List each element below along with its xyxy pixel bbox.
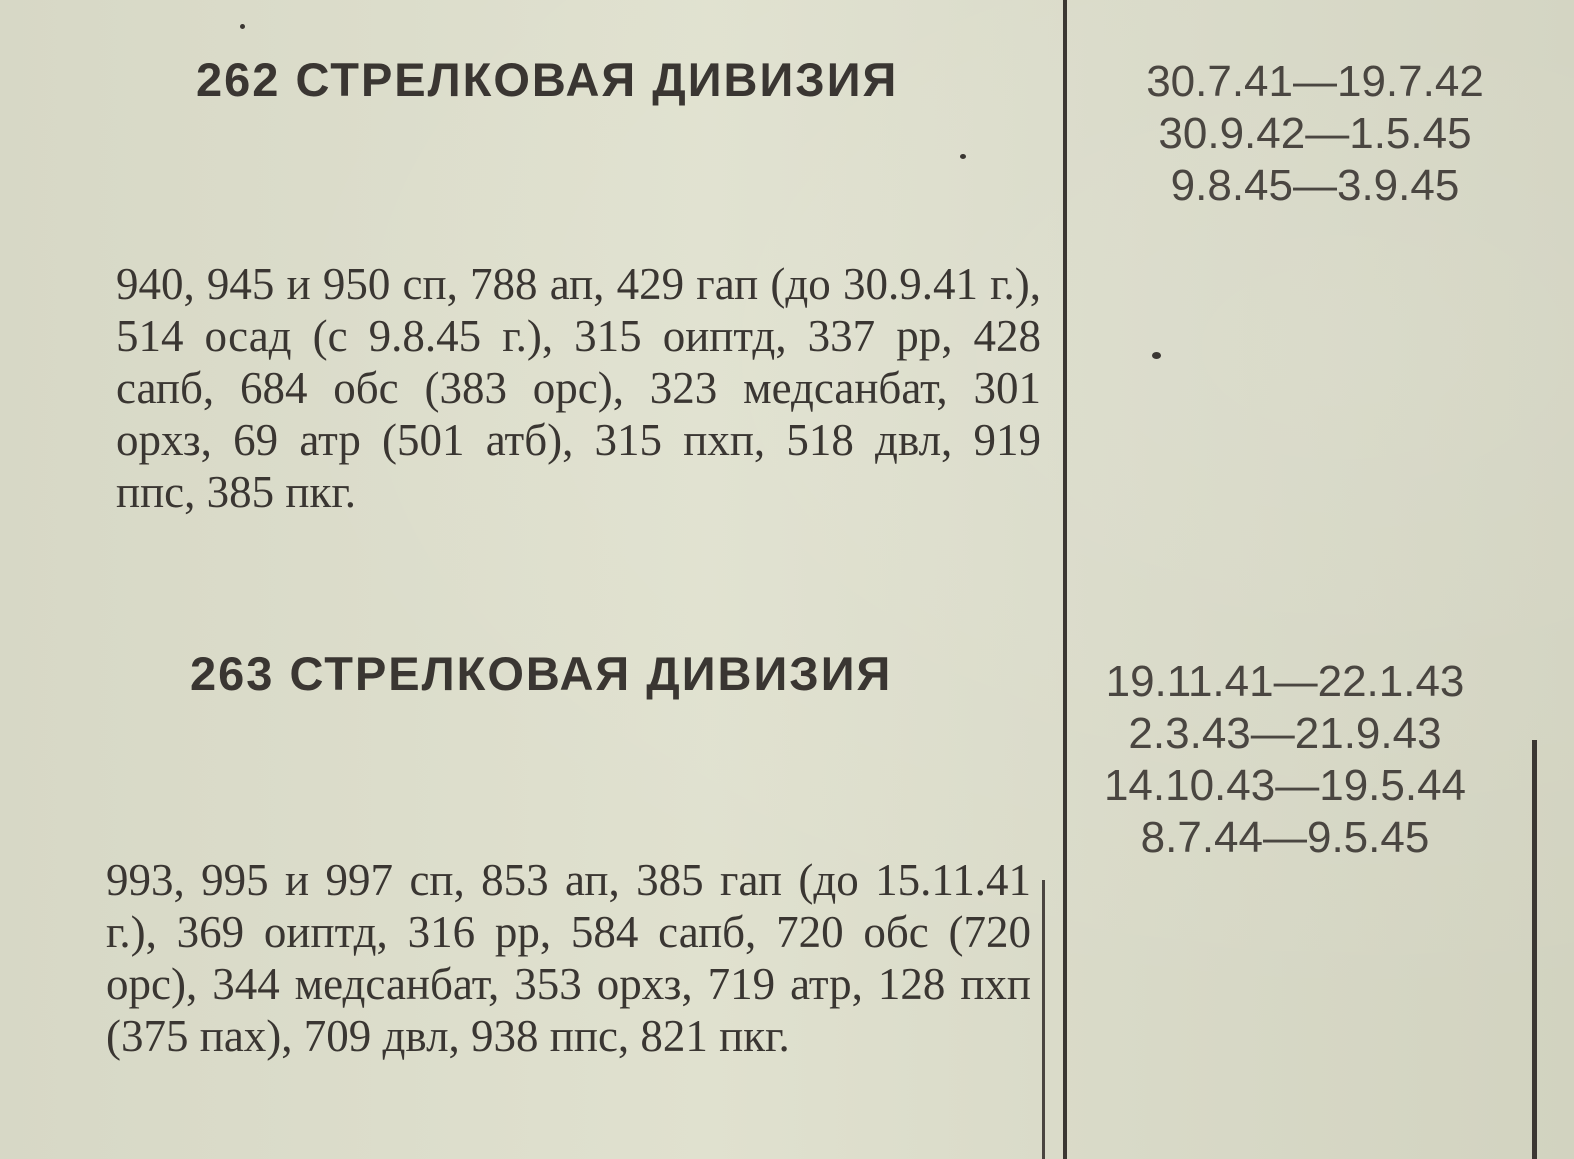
period-entry: 14.10.43—19.5.44 (1103, 761, 1467, 810)
print-speck (960, 154, 966, 159)
period-entry: 30.7.41—19.7.42 (1146, 57, 1484, 106)
period-entry: 2.3.43—21.9.43 (1128, 709, 1442, 758)
column-divider (1063, 0, 1067, 1159)
period-entry: 19.11.41—22.1.43 (1105, 657, 1465, 706)
print-speck (1152, 352, 1161, 359)
division-263-title: 263 СТРЕЛКОВАЯ ДИВИЗИЯ (190, 647, 893, 700)
period-entry: 30.9.42—1.5.45 (1158, 109, 1472, 158)
division-262-title: 262 СТРЕЛКОВАЯ ДИВИЗИЯ (196, 53, 899, 106)
division-262-units: 940, 945 и 950 сп, 788 ап, 429 гап (до 30.9.41 г.), 514 осад (с 9.8.45 г.), 315 оиптд, 337 рр, 428 сапб, 684 обс (383 орс), 323 медсанбат, 301 орхз, 69 атр (501 атб), 315 пхп, 518 двл, 919 ппс, 385 пкг. (116, 259, 1041, 517)
right-margin-rule (1532, 740, 1537, 1159)
period-entry: 8.7.44—9.5.45 (1140, 813, 1430, 862)
print-speck (240, 24, 245, 29)
division-262-periods (1120, 56, 1510, 212)
division-263-units: 993, 995 и 997 сп, 853 ап, 385 гап (до 15.11.41 г.), 369 оиптд, 316 рр, 584 сапб, 720 обс (720 орс), 344 медсанбат, 353 орхз, 719 атр, 128 пхп (375 пах), 709 двл, 938 ппс, 821 пкг. (106, 855, 1031, 1061)
period-entry: 9.8.45—3.9.45 (1170, 161, 1460, 210)
division-263-periods (1075, 656, 1495, 864)
text-column-edge-rule (1042, 880, 1045, 1159)
